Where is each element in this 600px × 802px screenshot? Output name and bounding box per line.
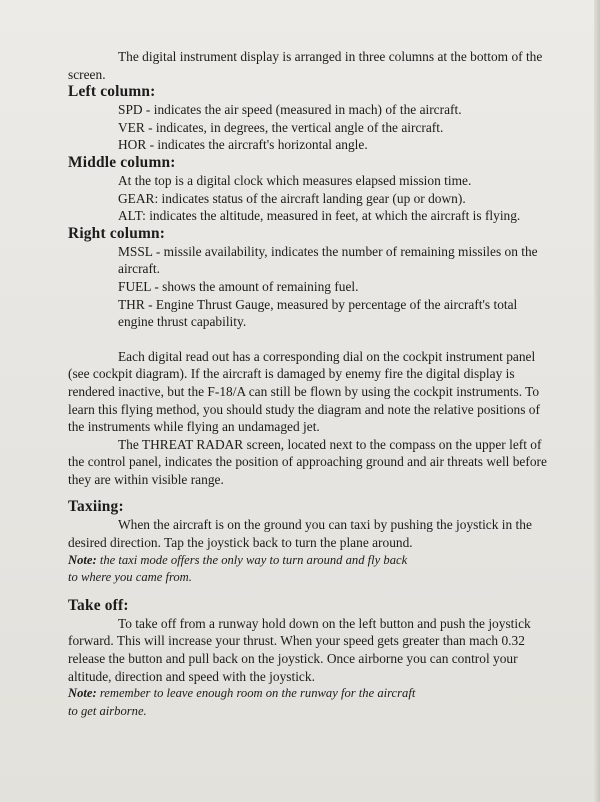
list-item: SPD - indicates the air speed (measured in mach) of the aircraft. <box>118 102 462 118</box>
takeoff-paragraph: To take off from a runway hold down on the left button and push the joystick forward. This will increase your thrust. When your speed gets greater than mach 0.32 release the button and pull back on the joystick. Once airborne you can control your altitude, direction and speed with the joystick. <box>68 615 531 684</box>
right-column-heading: Right column: <box>68 224 166 242</box>
list-item: HOR - indicates the aircraft's horizontal angle. <box>118 137 368 153</box>
list-item: THR - Engine Thrust Gauge, measured by percentage of the aircraft's total engine thrust capability. <box>118 296 518 330</box>
note-label: Note: <box>68 552 97 567</box>
note-text: remember to leave enough room on the runway for the aircraft <box>99 686 416 701</box>
note-text: to where you came from. <box>68 570 192 585</box>
note-text: to get airborne. <box>68 703 147 718</box>
list-item: VER - indicates, in degrees, the vertical angle of the aircraft. <box>118 119 444 135</box>
taxiing-heading: Taxiing: <box>68 498 124 516</box>
spacer <box>68 587 548 597</box>
right-column-list <box>68 243 548 331</box>
readout-paragraph: Each digital read out has a corresponding dial on the cockpit instrument panel (see cockpit diagram). If the aircraft is damaged by enemy fire the digital display is rendered inactive, but the F-18/A can still be flown by using the cockpit instruments. To learn this flying method, you should study the diagram and note the relative positions of the instruments while flying an undamaged jet. <box>68 348 540 435</box>
takeoff-heading: Take off: <box>68 596 129 614</box>
page-edge-shadow <box>594 0 600 802</box>
note-label: Note: <box>68 686 97 701</box>
taxiing-paragraph: When the aircraft is on the ground you can taxi by pushing the joystick in the desired direction. Tap the joystick back to turn the plane around. <box>68 517 532 551</box>
middle-column-list <box>68 172 548 225</box>
takeoff-note <box>68 685 548 720</box>
spacer <box>68 331 548 348</box>
list-item: ALT: indicates the altitude, measured in feet, at which the aircraft is flying. <box>118 208 521 224</box>
list-item: FUEL - shows the amount of remaining fuel. <box>118 278 359 294</box>
radar-paragraph: The THREAT RADAR screen, located next to the compass on the upper left of the control panel, indicates the position of approaching ground and air threats well before they are within visible range. <box>68 436 547 487</box>
list-item: At the top is a digital clock which measures elapsed mission time. <box>118 172 472 188</box>
spacer <box>68 488 548 498</box>
page-content <box>68 48 548 720</box>
left-column-list <box>68 101 548 154</box>
left-column-heading: Left column: <box>68 83 156 101</box>
taxiing-note <box>68 552 548 587</box>
intro-paragraph: The digital instrument display is arranged in three columns at the bottom of the screen. <box>68 49 543 82</box>
middle-column-heading: Middle column: <box>68 153 176 171</box>
list-item: GEAR: indicates status of the aircraft landing gear (up or down). <box>118 190 466 206</box>
list-item: MSSL - missile availability, indicates the number of remaining missiles on the aircraft. <box>118 243 538 277</box>
note-text: the taxi mode offers the only way to turn around and fly back <box>99 552 408 567</box>
